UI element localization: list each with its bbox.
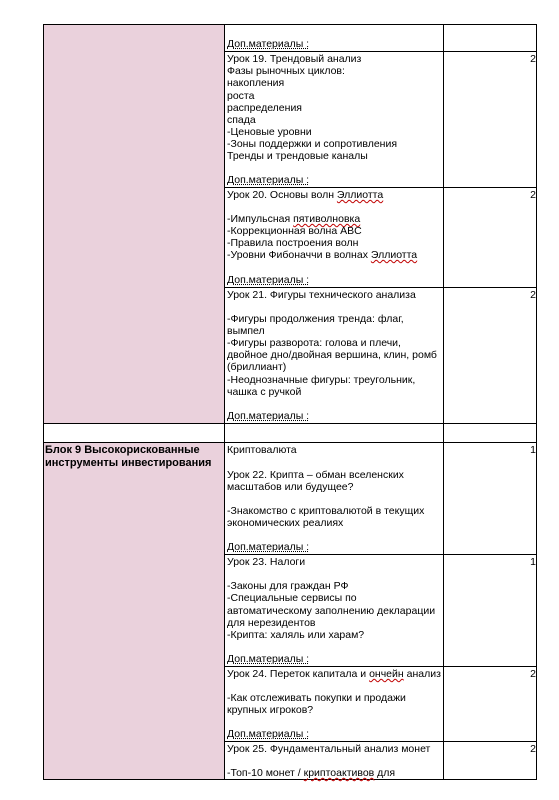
row-border [224, 554, 537, 555]
block9-title: Блок 9 Высокорискованные инструменты инвестирования [45, 444, 212, 469]
lesson-23-line: автоматическому заполнению декларации [227, 605, 436, 617]
lesson-23-dop: Доп.материалы : [227, 653, 310, 665]
lesson-22-line: масштабов или будущее? [227, 481, 354, 493]
lesson-20-dop: Доп.материалы : [227, 274, 310, 286]
row-border [224, 51, 537, 52]
lesson-25-line: -Топ-10 монет / криптоактивов для [227, 767, 396, 779]
lesson-24-title: Урок 24. Переток капитала и ончейн анализ [227, 668, 441, 680]
lesson-21-line: -Фигуры разворота: голова и плечи, [227, 337, 401, 349]
lesson-24-dop: Доп.материалы : [227, 728, 310, 740]
lesson-25-title: Урок 25. Фундаментальный анализ монет [227, 743, 431, 755]
lesson-20-hours: 2 [530, 189, 536, 201]
lesson-23-title: Урок 23. Налоги [227, 556, 306, 568]
lesson-19-line: роста [227, 90, 255, 102]
lesson-22-line: экономических реалиях [227, 517, 344, 529]
lesson-22-line: -Знакомство с криптовалютой в текущих [227, 505, 425, 517]
lesson-20-line: -Коррекционная волна ABC [227, 225, 362, 237]
row-border [43, 423, 537, 424]
lesson-22-line: Урок 22. Крипта – обман вселенских [227, 469, 404, 481]
lesson-19-line: накопления [227, 77, 285, 89]
lesson-23-hours: 1 [530, 556, 536, 568]
lesson-24-line: -Как отслеживать покупки и продажи [227, 692, 406, 704]
lesson-23-line: -Законы для граждан РФ [227, 580, 349, 592]
lesson-19-line: спада [227, 114, 256, 126]
lesson-19-line: Тренды и трендовые каналы [227, 150, 368, 162]
crypto-section-title: Криптовалюта [227, 444, 297, 456]
lesson-21-line: -Фигуры продолжения тренда: флаг, [227, 313, 404, 325]
lesson-24-line: крупных игроков? [227, 704, 314, 716]
lesson-19-line: -Зоны поддержки и сопротивления [227, 138, 398, 150]
lesson-19-dop: Доп.материалы : [227, 174, 310, 186]
lesson-20-line: -Импульсная пятиволновка [227, 213, 361, 225]
lesson-21-hours: 2 [530, 289, 536, 301]
lesson-21-line: (бриллиант) [227, 361, 287, 373]
lesson-22-dop: Доп.материалы : [227, 541, 310, 553]
lesson-23-line: для нерезидентов [227, 617, 316, 629]
lesson-19-line: Фазы рыночных циклов: [227, 65, 345, 77]
lesson-21-title: Урок 21. Фигуры технического анализа [227, 289, 416, 301]
row-border [43, 442, 537, 443]
lesson-25-hours: 2 [530, 743, 536, 755]
row-border [224, 187, 537, 188]
lesson-23-line: -Специальные сервисы по [227, 592, 357, 604]
lesson-20-title: Урок 20. Основы волн Эллиотта [227, 189, 384, 201]
dop-materials-label: Доп.материалы : [227, 38, 310, 50]
lesson-21-dop: Доп.материалы : [227, 410, 310, 422]
table-border-left [43, 24, 44, 780]
row-border [224, 287, 537, 288]
lesson-21-line: вымпел [227, 325, 265, 337]
lesson-21-line: двойное дно/двойная вершина, клин, ромб [227, 349, 437, 361]
lesson-19-line: распределения [227, 102, 302, 114]
lesson-21-line: -Неоднозначные фигуры: треугольник, [227, 374, 416, 386]
lesson-19-line: -Ценовые уровни [227, 126, 312, 138]
row-border [224, 741, 537, 742]
block8-name-cell [43, 24, 224, 423]
block9-name-cell [43, 442, 224, 780]
lesson-20-line: -Уровни Фибоначчи в волнах Эллиотта [227, 249, 418, 261]
lesson-19-hours: 2 [530, 53, 536, 65]
lesson-21-line: чашка с ручкой [227, 386, 302, 398]
row-border [224, 666, 537, 667]
lesson-19-title: Урок 19. Трендовый анализ [227, 53, 362, 65]
row-border [43, 24, 537, 25]
crypto-section-hours: 1 [530, 444, 536, 456]
lesson-20-line: -Правила построения волн [227, 237, 359, 249]
lesson-23-line: -Крипта: халяль или харам? [227, 629, 365, 641]
lesson-24-hours: 2 [530, 668, 536, 680]
row-border [43, 779, 537, 780]
